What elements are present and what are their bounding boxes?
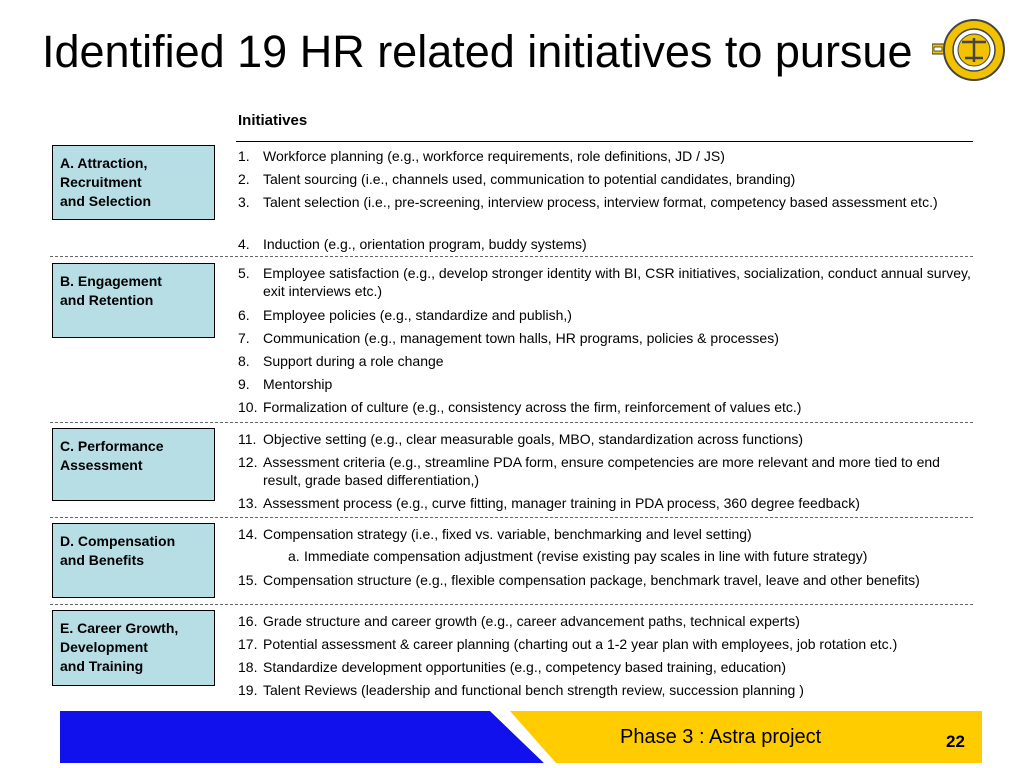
category-label: A. Attraction,: [60, 155, 148, 171]
item-text: Employee policies (e.g., standardize and publish,): [263, 307, 572, 323]
item-number: 6.: [238, 307, 250, 323]
item-number: 17.: [238, 636, 258, 652]
category-label: E. Career Growth,: [60, 620, 179, 636]
item-text: Compensation strategy (i.e., fixed vs. variable, benchmarking and level setting): [263, 526, 752, 542]
initiative-item: [238, 352, 973, 370]
item-text: Mentorship: [263, 376, 333, 392]
footer-blue-band: [60, 711, 550, 763]
header-divider: [236, 141, 973, 142]
item-number: 18.: [238, 659, 258, 675]
item-text: Employee satisfaction (e.g., develop stronger identity with BI, CSR initiatives, socialization, conduct annual survey, exit interviews etc.): [263, 265, 971, 299]
initiative-subitem: [288, 547, 973, 565]
initiative-item: [238, 658, 973, 676]
category-label: C. Performance: [60, 438, 164, 454]
item-text: Objective setting (e.g., clear measurable goals, MBO, standardization across functions): [263, 431, 804, 447]
item-text: Potential assessment & career planning (charting out a 1-2 year plan with employees, job rotation etc.): [263, 636, 898, 652]
category-label: Development: [60, 639, 148, 655]
footer-project-label: Phase 3 : Astra project: [620, 726, 822, 748]
category-label: D. Compensation: [60, 533, 176, 549]
initiative-item: [238, 494, 973, 512]
item-number: a.: [288, 548, 300, 564]
initiative-item: [238, 375, 973, 393]
category-label: and Benefits: [60, 552, 145, 568]
initiative-item: [238, 453, 973, 489]
initiative-item: [238, 635, 973, 653]
item-text: Talent Reviews (leadership and functional bench strength review, succession planning ): [263, 682, 804, 698]
initiative-item: [238, 398, 973, 416]
item-number: 9.: [238, 376, 250, 392]
item-number: 1.: [238, 148, 250, 164]
item-text: Talent selection (i.e., pre-screening, interview process, interview format, competency based assessment etc.): [263, 194, 938, 210]
company-logo: [932, 14, 1006, 86]
item-number: 8.: [238, 353, 250, 369]
category-label: and Selection: [60, 193, 152, 209]
item-number: 13.: [238, 495, 258, 511]
initiative-item: [238, 264, 973, 300]
initiative-item: [238, 193, 973, 211]
category-career-growth-development-training: [52, 610, 215, 686]
category-engagement-retention: [52, 263, 215, 338]
item-text: Communication (e.g., management town halls, HR programs, policies & processes): [263, 330, 779, 346]
item-text: Support during a role change: [263, 353, 444, 369]
initiative-item: [238, 306, 973, 324]
item-text: Compensation structure (e.g., flexible compensation package, benchmark travel, leave and other benefits): [263, 572, 920, 588]
initiative-item: [238, 681, 973, 699]
item-number: 2.: [238, 171, 250, 187]
item-text: Standardize development opportunities (e.g., competency based training, education): [263, 659, 786, 675]
category-performance-assessment: [52, 428, 215, 501]
initiative-item: [238, 235, 973, 253]
category-label: B. Engagement: [60, 273, 162, 289]
item-number: 5.: [238, 265, 250, 281]
item-number: 12.: [238, 454, 258, 470]
section-divider: [50, 517, 973, 518]
item-number: 19.: [238, 682, 258, 698]
item-text: Assessment criteria (e.g., streamline PDA form, ensure competencies are more relevant and more tied to end result, grade based differentiation,): [263, 454, 940, 488]
item-text: Workforce planning (e.g., workforce requirements, role definitions, JD / JS): [263, 148, 725, 164]
item-text: Grade structure and career growth (e.g., career advancement paths, technical experts): [263, 613, 800, 629]
page-title: Identified 19 HR related initiatives to pursue: [42, 26, 913, 77]
category-attraction-recruitment-selection: [52, 145, 215, 220]
item-text: Immediate compensation adjustment (revise existing pay scales in line with future strategy): [304, 548, 868, 564]
item-text: Assessment process (e.g., curve fitting, manager training in PDA process, 360 degree feedback): [263, 495, 860, 511]
item-text: Formalization of culture (e.g., consistency across the firm, reinforcement of values etc.): [263, 399, 802, 415]
item-number: 10.: [238, 399, 258, 415]
section-divider: [50, 256, 973, 257]
initiative-item: [238, 612, 973, 630]
item-number: 3.: [238, 194, 250, 210]
section-divider: [50, 422, 973, 423]
category-compensation-benefits: [52, 523, 215, 598]
initiative-item: [238, 170, 973, 188]
initiative-item: [238, 147, 973, 165]
category-label: Assessment: [60, 457, 143, 473]
item-number: 15.: [238, 572, 258, 588]
item-text: Induction (e.g., orientation program, buddy systems): [263, 236, 587, 252]
item-number: 7.: [238, 330, 250, 346]
initiative-item: [238, 329, 973, 347]
initiative-item: [238, 525, 973, 543]
initiatives-column-header: Initiatives: [238, 112, 308, 129]
page-number: 22: [946, 732, 965, 751]
category-label: Recruitment: [60, 174, 142, 190]
item-number: 16.: [238, 613, 258, 629]
item-number: 11.: [238, 431, 257, 447]
initiative-item: [238, 571, 973, 589]
item-text: Talent sourcing (i.e., channels used, communication to potential candidates, branding): [263, 171, 796, 187]
category-label: and Retention: [60, 292, 154, 308]
category-label: and Training: [60, 658, 144, 674]
initiative-item: [238, 430, 973, 448]
section-divider: [50, 604, 973, 605]
item-number: 4.: [238, 236, 250, 252]
item-number: 14.: [238, 526, 258, 542]
